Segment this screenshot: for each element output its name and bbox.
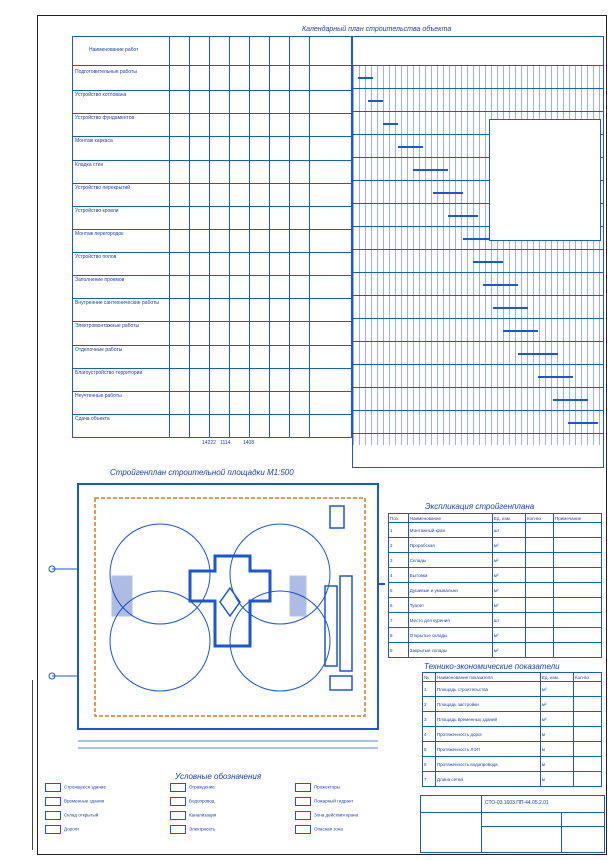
resource-table	[489, 119, 601, 241]
temp-building-4	[330, 676, 352, 690]
legend-item: Временные здания	[45, 797, 104, 806]
schedule-footer	[202, 440, 254, 446]
legend-swatch-icon	[170, 811, 186, 820]
legend-swatch-icon	[45, 811, 61, 820]
schedule-row: Устройство полов	[75, 254, 117, 260]
hatched-zone-right	[290, 576, 306, 616]
stamp-code: СТО-03.1603.ПП-44.05.2.01	[485, 800, 549, 806]
schedule-table	[72, 36, 352, 438]
table-row: 8 Открытые склады м²	[389, 628, 602, 643]
crane-zone-2	[230, 524, 330, 624]
legend-title: Условные обозначения	[175, 772, 262, 781]
gantt-bar	[368, 100, 383, 102]
schedule-row: Устройство котлована	[75, 92, 127, 99]
table-row: 4 Бытовки м²	[389, 568, 602, 583]
legend-item: Зона действия крана	[295, 811, 358, 820]
schedule-rows	[73, 67, 351, 437]
legend-item: Водопровод	[170, 797, 214, 806]
table-row: 2 Прорабская м²	[389, 538, 602, 553]
table-row: 9 Закрытые склады м²	[389, 643, 602, 658]
temp-building-2	[340, 576, 352, 671]
gantt-bar	[398, 146, 423, 148]
explication-title: Экспликация стройгенплана	[425, 502, 535, 511]
schedule-row: Монтаж каркаса	[75, 138, 113, 145]
gantt-bar	[568, 422, 598, 424]
footer-value-1: 14222	[202, 440, 216, 446]
schedule-row: Внутренние сантехнические работы	[75, 300, 159, 307]
temp-building-1	[325, 586, 337, 666]
gantt-bar	[553, 399, 588, 401]
legend-swatch-icon	[45, 825, 61, 834]
footer-value-3: 1408	[242, 440, 255, 446]
legend	[45, 783, 415, 843]
tep-table	[422, 672, 602, 787]
table-row: 1 Площадь строительства м²	[423, 682, 602, 697]
table-row: 6 Туалет м²	[389, 598, 602, 613]
schedule-row: Устройство перекрытий	[75, 184, 131, 191]
legend-swatch-icon	[170, 783, 186, 792]
table-row: 2 Площадь застройки м²	[423, 697, 602, 712]
gantt-bar	[483, 284, 518, 286]
table-row: 4 Протяженность дорог м	[423, 727, 602, 742]
table-row: 1 Монтажный кран шт	[389, 523, 602, 538]
legend-item: Канализация	[170, 811, 216, 820]
schedule-row: Устройство кровли	[75, 207, 119, 214]
table-header-cell: Кол-во	[526, 514, 554, 523]
side-stamp	[2, 680, 33, 850]
gantt-bar	[413, 169, 448, 171]
gantt-bar	[473, 261, 503, 263]
schedule-row: Устройство фундаментов	[75, 115, 135, 122]
gantt-bar	[383, 123, 398, 125]
table-header-cell: Ед. изм.	[492, 514, 525, 523]
legend-item: Прожекторы	[295, 783, 340, 792]
legend-item: Склад открытый	[45, 811, 98, 820]
schedule-row: Монтаж перегородок	[75, 230, 124, 237]
explication-table	[388, 513, 602, 658]
schedule-header-left: Наименование работ	[89, 47, 139, 53]
gantt-bar	[448, 215, 478, 217]
gantt-chart	[352, 36, 604, 468]
legend-swatch-icon	[295, 797, 311, 806]
gantt-bar	[503, 330, 538, 332]
siteplan-title: Стройгенплан строительной площадки М1:500	[110, 468, 294, 477]
schedule-row: Подготовительные работы	[75, 69, 137, 75]
gantt-bar	[493, 307, 528, 309]
table-header-cell: Ед. изм.	[540, 673, 573, 682]
table-row: 7 Место для курения шт	[389, 613, 602, 628]
legend-item: Пожарный гидрант	[295, 797, 354, 806]
legend-swatch-icon	[45, 783, 61, 792]
table-row: 3 Площадь временных зданий м²	[423, 712, 602, 727]
legend-item: Ограждение	[170, 783, 215, 792]
legend-swatch-icon	[170, 797, 186, 806]
footer-value-2: 1114	[220, 440, 231, 446]
table-header-cell: №	[423, 673, 436, 682]
schedule-section	[72, 26, 602, 468]
crane-zone-4	[230, 591, 330, 691]
table-row: 5 Протяженность ЛЭП м	[423, 742, 602, 757]
table-row: 5 Душевые и умывальни м²	[389, 583, 602, 598]
gantt-bar	[518, 353, 558, 355]
gantt-bar	[358, 77, 373, 79]
legend-item: Дороги	[45, 825, 79, 834]
legend-item: Опасная зона	[295, 825, 343, 834]
table-header-cell: Примечание	[554, 514, 602, 523]
legend-swatch-icon	[45, 797, 61, 806]
temp-building-3	[330, 506, 344, 528]
table-row: 6 Протяженность водопровода м	[423, 757, 602, 772]
schedule-title: Календарный план строительства объекта	[302, 26, 452, 33]
table-header-cell: Кол-во	[573, 673, 601, 682]
tep-title: Технико-экономические показатели	[424, 662, 560, 671]
schedule-row: Сдача объекта	[75, 415, 110, 422]
table-row: 3 Склады м²	[389, 553, 602, 568]
schedule-row: Неучтенные работы	[75, 392, 122, 399]
hatched-zone-left	[112, 576, 132, 616]
site-plan	[40, 476, 385, 756]
legend-swatch-icon	[295, 811, 311, 820]
table-header-cell: Наименование показателя	[435, 673, 540, 682]
legend-swatch-icon	[295, 825, 311, 834]
schedule-row: Заполнение проемов	[75, 277, 125, 284]
gantt-bar	[433, 192, 463, 194]
schedule-row: Электромонтажные работы	[75, 323, 140, 330]
legend-item: Строящееся здание	[45, 783, 106, 792]
legend-swatch-icon	[295, 783, 311, 792]
legend-item: Электросеть	[170, 825, 215, 834]
table-header-cell: Наименование	[408, 514, 492, 523]
title-block	[420, 795, 605, 853]
schedule-row: Благоустройство территории	[75, 369, 143, 376]
legend-swatch-icon	[170, 825, 186, 834]
schedule-row: Кладка стен	[75, 161, 104, 168]
table-row: 7 Длина сетей м	[423, 772, 602, 787]
table-header-cell: Поз.	[389, 514, 409, 523]
schedule-row: Отделочные работы	[75, 346, 123, 353]
gantt-bar	[538, 376, 573, 378]
